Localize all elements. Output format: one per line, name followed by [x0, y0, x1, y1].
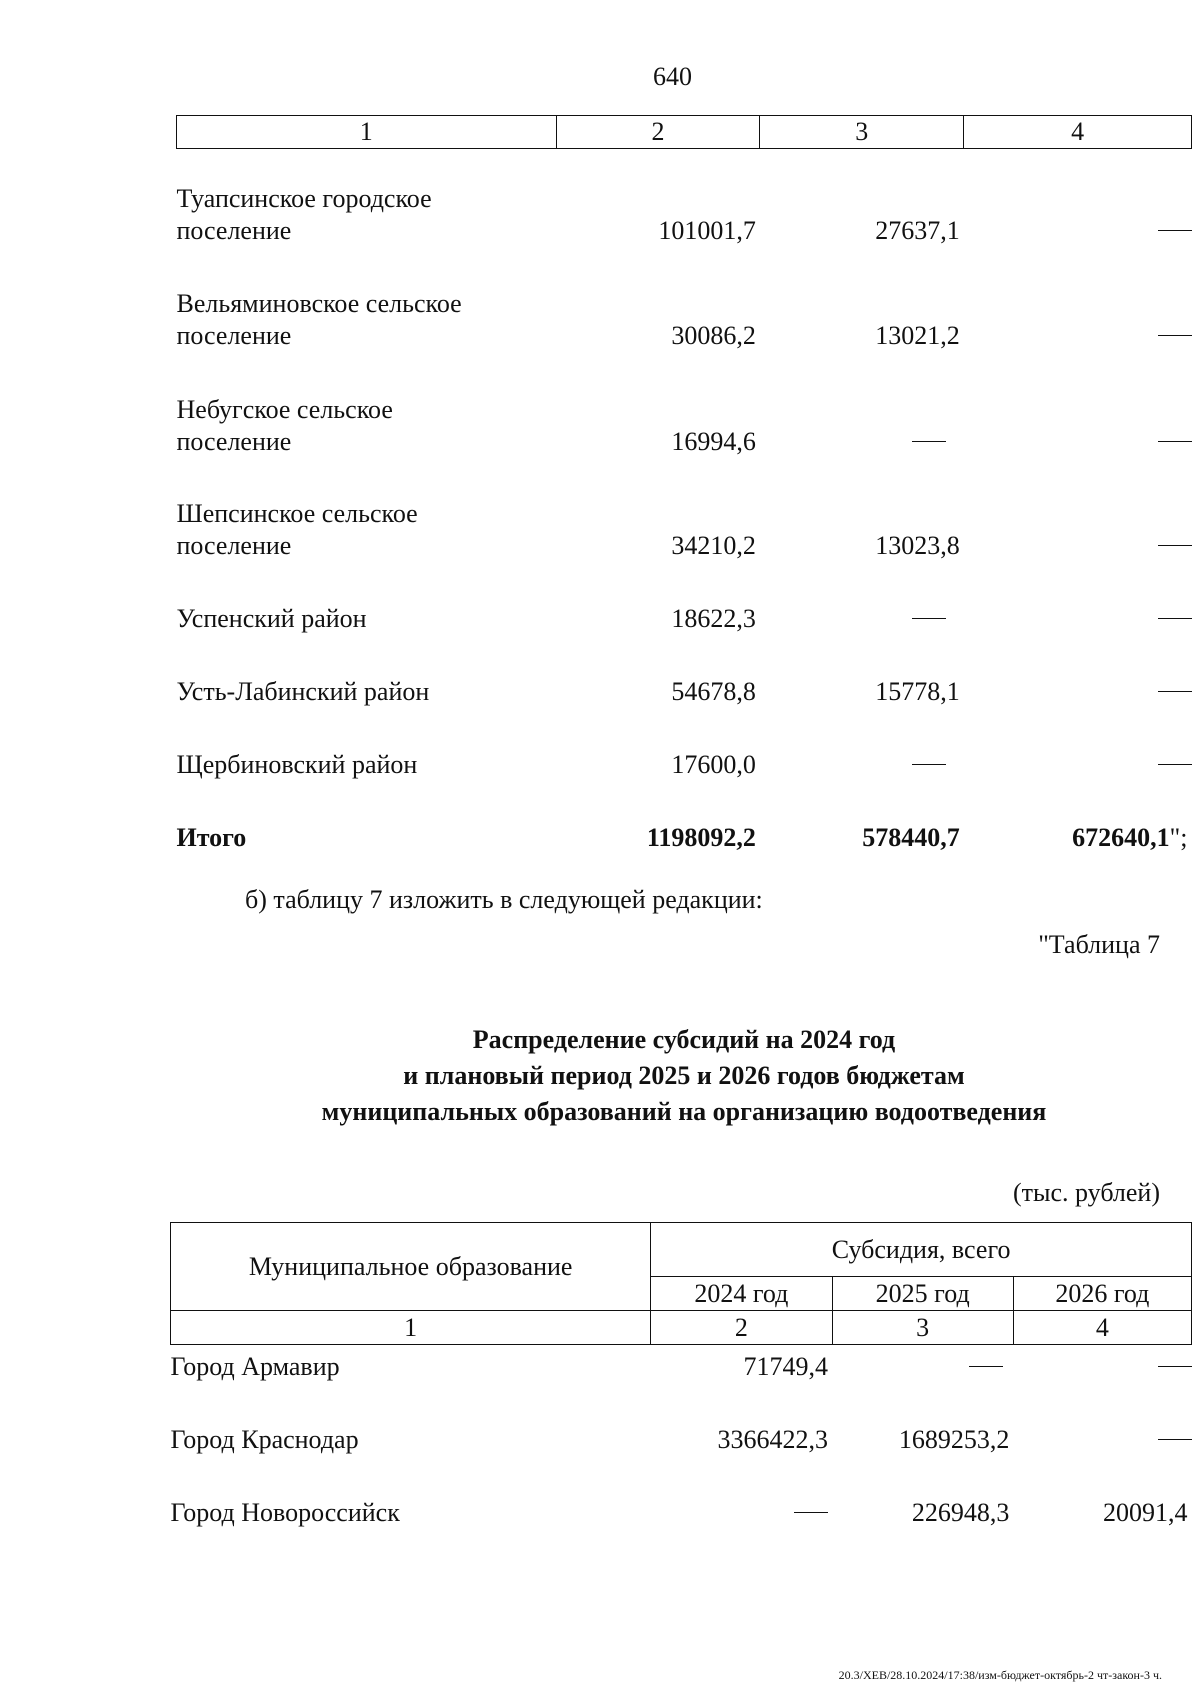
value-2025: 13021,2 [875, 320, 960, 350]
value-2024: 3366422,3 [717, 1424, 829, 1454]
subsidy-group-header: Субсидия, всего [651, 1223, 1192, 1277]
column-number: 3 [760, 116, 964, 149]
column-number: 2 [556, 116, 760, 149]
table-row [177, 247, 1192, 352]
dash-mark [1158, 618, 1192, 619]
row-name: Небугское сельское поселение [176, 394, 393, 456]
row-name: Вельяминовское сельское поселение [176, 288, 462, 350]
dash-mark [912, 441, 946, 442]
value-2024: 101001,7 [658, 215, 756, 245]
value-2026 [964, 562, 1192, 635]
table-row [177, 562, 1192, 635]
value-2024: 71749,4 [743, 1351, 829, 1381]
year-2025-header: 2025 год [832, 1277, 1013, 1311]
document-footer: 20.3/ХЕВ/28.10.2024/17:38/изм-бюджет-октябрь-2 чт-закон-3 ч. [838, 1668, 1162, 1682]
unit-label: (тыс. рублей) [1012, 1178, 1160, 1207]
dash-mark [1158, 545, 1192, 546]
value-2025: 27637,1 [875, 215, 960, 245]
column-number: 4 [964, 116, 1192, 149]
title-line: Распределение субсидий на 2024 год [472, 1025, 896, 1054]
dash-mark [1158, 230, 1192, 231]
table-row [171, 1345, 1192, 1383]
page-number: 640 [653, 62, 692, 91]
continuation-table [176, 115, 1192, 854]
total-row [177, 781, 1192, 854]
dash-mark [912, 618, 946, 619]
column-number: 1 [177, 116, 557, 149]
total-2024: 1198092,2 [646, 822, 756, 852]
table-header-row [171, 1223, 1192, 1277]
dash-mark [1158, 764, 1192, 765]
table-row [177, 352, 1192, 458]
value-2024: 30086,2 [671, 320, 756, 350]
table-title [176, 1022, 1192, 1130]
value-2025 [832, 1345, 1013, 1383]
value-2026 [964, 458, 1192, 562]
row-name: Город Армавир [170, 1351, 340, 1381]
dash-mark [1158, 335, 1192, 336]
title-line: и плановый период 2025 и 2026 годов бюджетам [403, 1061, 965, 1090]
row-name: Город Краснодар [170, 1424, 359, 1454]
row-name: Усть-Лабинский район [176, 676, 430, 706]
value-2025: 226948,3 [911, 1497, 1010, 1527]
value-2026: 20091,4 [1103, 1497, 1188, 1527]
value-2024: 18622,3 [671, 603, 756, 633]
value-2024 [651, 1456, 832, 1529]
column-number: 3 [832, 1311, 1013, 1345]
value-2025: 13023,8 [875, 530, 960, 560]
value-2025 [760, 352, 964, 458]
dash-mark [1158, 1366, 1192, 1367]
table-row [177, 635, 1192, 708]
value-2025: 15778,1 [875, 676, 960, 706]
column-number-row [171, 1311, 1192, 1345]
column-number: 2 [651, 1311, 832, 1345]
municipality-header: Муниципальное образование [171, 1223, 651, 1311]
value-2026 [964, 149, 1192, 247]
column-number: 1 [171, 1311, 651, 1345]
row-name: Шепсинское сельское поселение [176, 498, 418, 560]
dash-mark [1158, 691, 1192, 692]
value-2026 [964, 247, 1192, 352]
table-row [171, 1383, 1192, 1456]
total-label: Итого [176, 822, 247, 852]
table-header-row [177, 116, 1192, 149]
value-2026 [1013, 1345, 1191, 1383]
total-2025: 578440,7 [862, 822, 960, 852]
row-name: Щербиновский район [176, 749, 418, 779]
value-2025 [760, 708, 964, 781]
dash-mark [1158, 1439, 1192, 1440]
value-2025: 1689253,2 [898, 1424, 1010, 1454]
row-name: Туапсинское городское поселение [176, 183, 432, 245]
dash-mark [969, 1366, 1003, 1367]
table-label: "Таблица 7 [1038, 930, 1160, 959]
amendment-paragraph: б) таблицу 7 изложить в следующей редакции: [245, 885, 763, 914]
value-2024: 54678,8 [671, 676, 756, 706]
table-row [177, 458, 1192, 562]
dash-mark [794, 1512, 828, 1513]
subsidy-table [170, 1222, 1192, 1529]
total-2026: 672640,1"; [1072, 822, 1188, 852]
value-2025 [760, 562, 964, 635]
value-2026 [964, 635, 1192, 708]
row-name: Успенский район [176, 603, 367, 633]
dash-mark [1158, 441, 1192, 442]
year-2024-header: 2024 год [651, 1277, 832, 1311]
year-2026-header: 2026 год [1013, 1277, 1191, 1311]
row-name: Город Новороссийск [170, 1497, 400, 1527]
value-2024: 17600,0 [671, 749, 756, 779]
table-row [177, 149, 1192, 247]
title-line: муниципальных образований на организацию водоотведения [321, 1097, 1047, 1126]
table-row [171, 1456, 1192, 1529]
value-2026 [964, 708, 1192, 781]
value-2026 [964, 352, 1192, 458]
value-2026 [1013, 1383, 1191, 1456]
table-row [177, 708, 1192, 781]
value-2024: 16994,6 [671, 426, 756, 456]
column-number: 4 [1013, 1311, 1191, 1345]
dash-mark [912, 764, 946, 765]
value-2024: 34210,2 [671, 530, 756, 560]
